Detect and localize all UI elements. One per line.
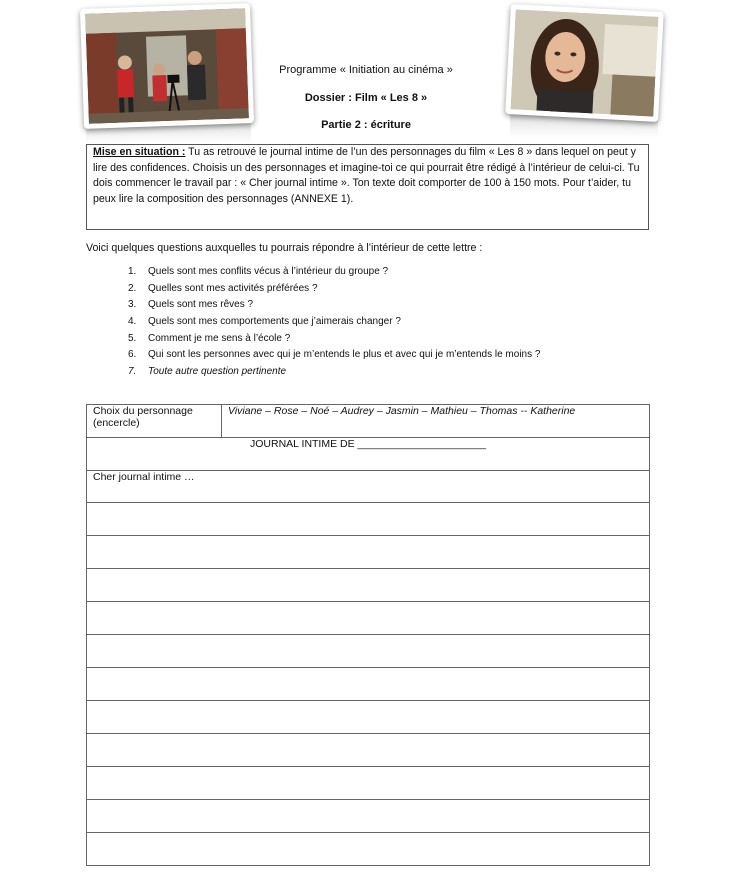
list-item: 4. Quels sont mes comportements que j’aimerais changer ? [128, 316, 401, 328]
questions-list [128, 266, 540, 383]
list-item: 2. Quelles sont mes activités préférées ? [128, 282, 318, 294]
part-title: Partie 2 : écriture [321, 119, 411, 131]
writing-line[interactable] [87, 701, 650, 734]
list-item: 3. Quels sont mes rêves ? [128, 299, 254, 311]
list-item: 1. Quels sont mes conflits vécus à l’intérieur du groupe ? [128, 266, 389, 277]
list-item: 7. Toute autre question pertinente [128, 366, 287, 378]
journal-opening-line[interactable]: Cher journal intime … [87, 471, 650, 503]
choice-hint: (encercle) [93, 417, 140, 429]
writing-line[interactable] [87, 569, 650, 602]
situation-box [86, 144, 649, 230]
program-title: Programme « Initiation au cinéma » [279, 64, 453, 76]
girl-portrait-photo [505, 4, 664, 122]
writing-line[interactable] [87, 635, 650, 668]
situation-text: Tu as retrouvé le journal intime de l’un des personnages du film « Les 8 » dans lequel on peut y lire des confidences. Choisis un des personnages et imagine-toi ce qui pourrait être rédigé à l’intérieur de celui-ci. Tu dois commencer le travail par : « Cher journal intime ». Ton texte doit comporter de 100 à 150 mots. Pour t’aider, tu peux lire la composition des personnages (ANNEXE 1). [93, 146, 640, 205]
questions-intro: Voici quelques questions auxquelles tu pourrais répondre à l’intérieur de cette lettre : [86, 242, 483, 254]
writing-line[interactable] [87, 734, 650, 767]
situation-lead: Mise en situation : [93, 146, 186, 158]
character-choices[interactable]: Viviane – Rose – Noé – Audrey – Jasmin – Mathieu – Thomas -- Katherine [222, 405, 650, 438]
dossier-title: Dossier : Film « Les 8 » [304, 92, 428, 104]
writing-line[interactable] [87, 668, 650, 701]
list-item: 6. Qui sont les personnes avec qui je m’entends le plus et avec qui je m’entends le moins ? [128, 349, 541, 361]
writing-line[interactable] [87, 800, 650, 833]
writing-line[interactable] [87, 767, 650, 800]
writing-line[interactable] [87, 602, 650, 635]
writing-line[interactable] [87, 536, 650, 569]
writing-line[interactable] [87, 833, 650, 866]
list-item: 5. Comment je me sens à l’école ? [128, 332, 291, 344]
choice-label-cell [87, 405, 222, 438]
choice-label: Choix du personnage [93, 405, 193, 417]
journal-title-field[interactable]: JOURNAL INTIME DE ______________________ [87, 438, 650, 471]
journal-form-table [86, 404, 650, 866]
writing-line[interactable] [87, 503, 650, 536]
